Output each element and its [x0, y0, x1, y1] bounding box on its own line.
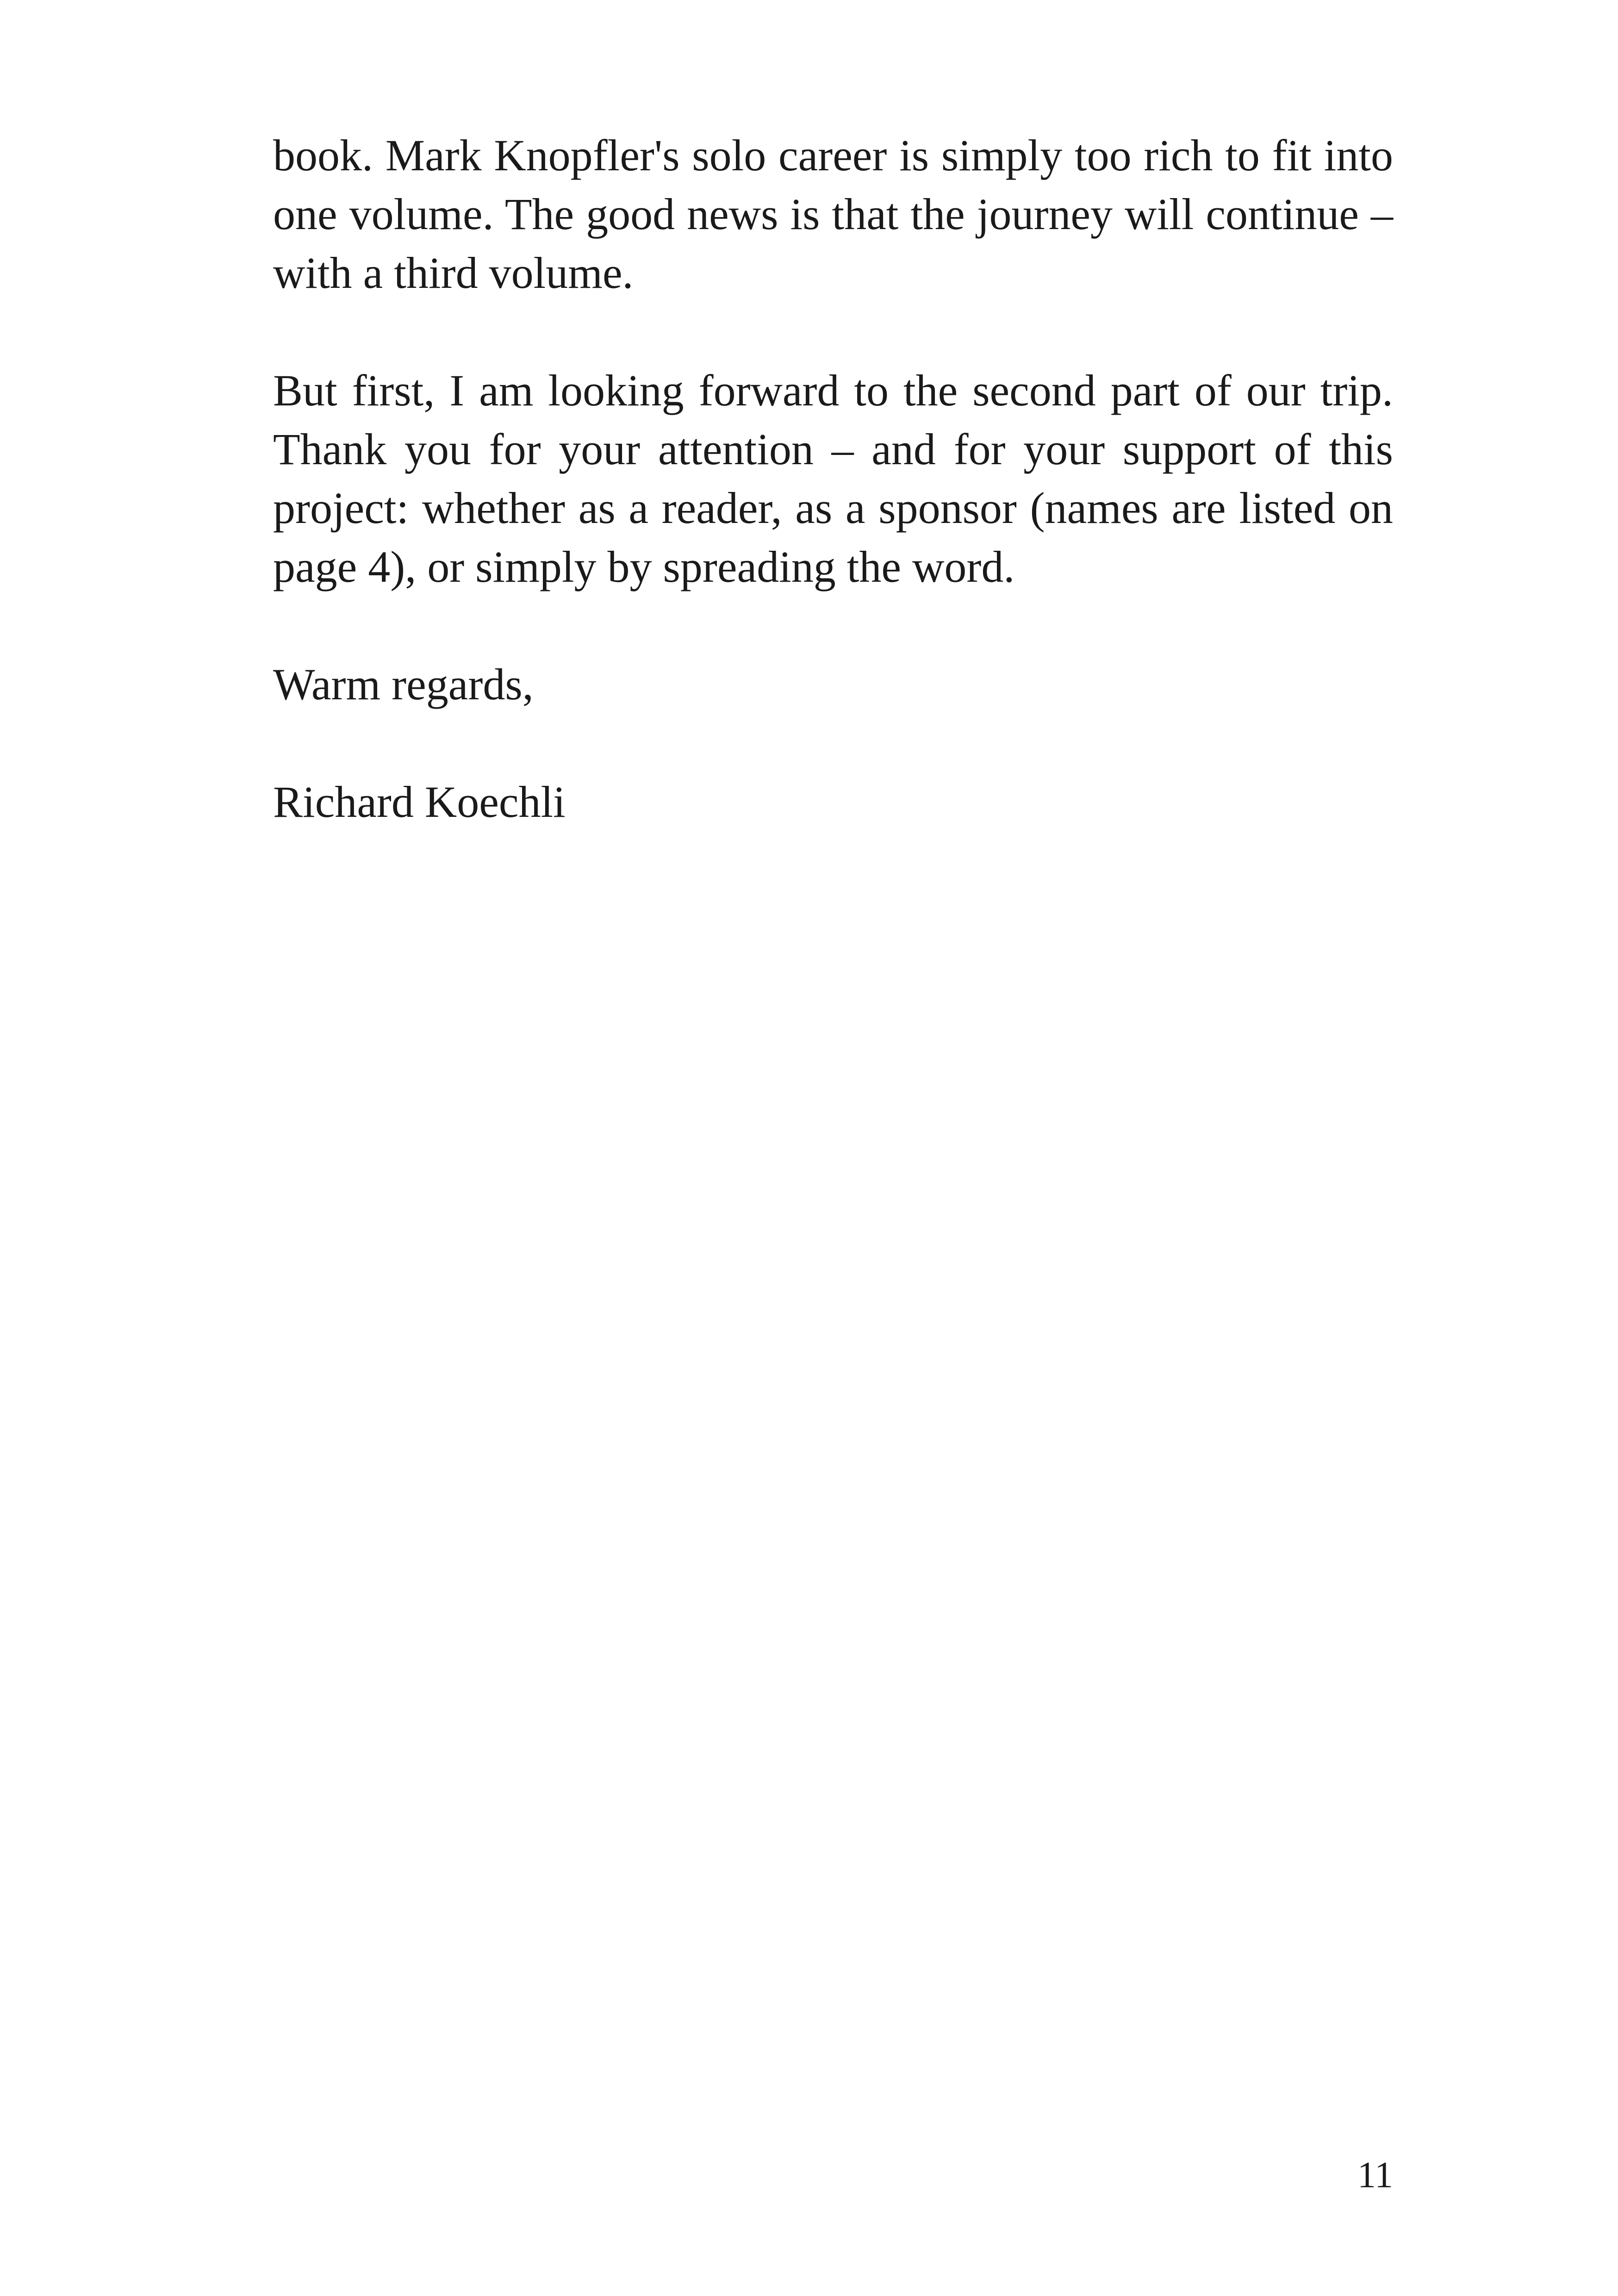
paragraph-thanks: But first, I am looking forward to the second part of our trip. Thank you for your attention – and for your support of this project: whether as a reader, as a sponsor (names are listed on page 4), or simply by spreading the word. [273, 366, 1393, 591]
author-signature: Richard Koechli [273, 777, 566, 827]
paragraph-volume-note: book. Mark Knopfler's solo career is simply too rich to fit into one volume. The good news is that the journey will continue – with a third volume. [273, 131, 1393, 298]
closing-salutation: Warm regards, [273, 660, 534, 709]
page-number: 11 [1357, 2155, 1393, 2196]
body-text [273, 126, 1393, 831]
